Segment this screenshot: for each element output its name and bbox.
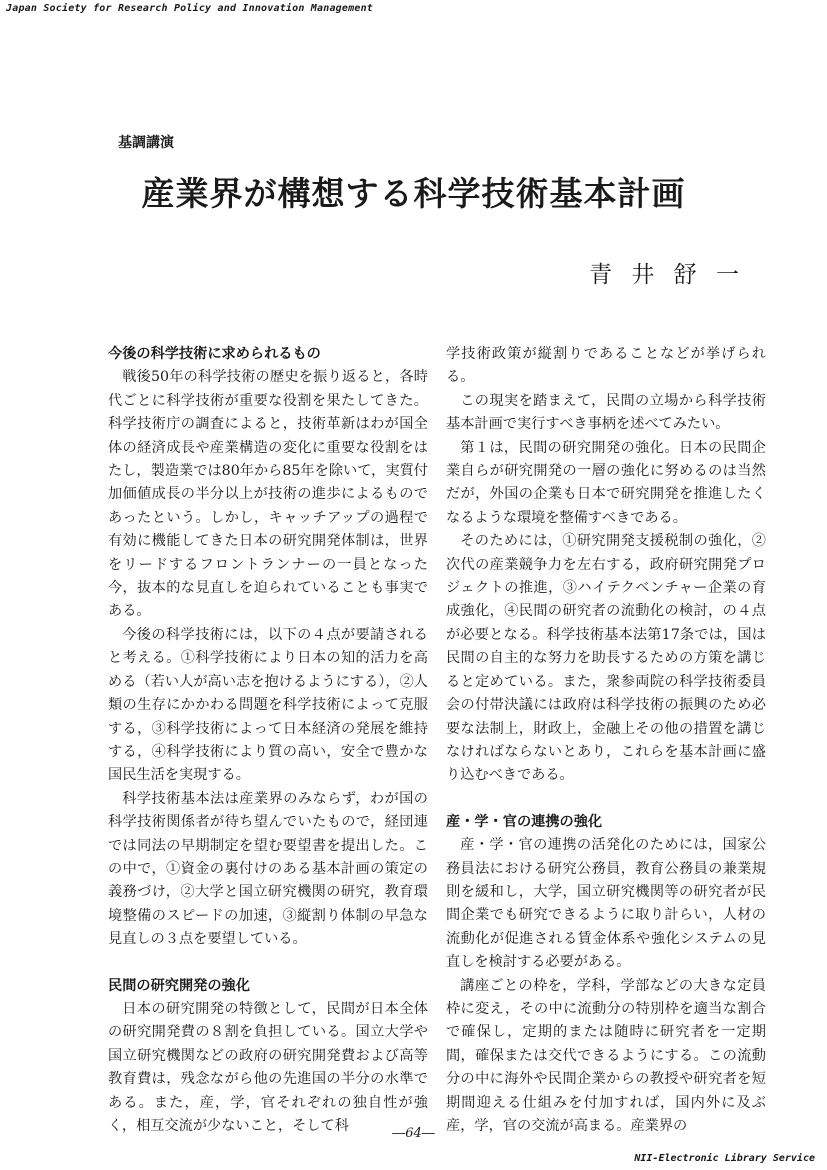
paragraph: 第１は，民間の研究開発の強化。日本の民間企業自らが研究開発の一層の強化に努めるのは当然だが，外国の企業も日本で研究開発を推進したくなるような環境を整備すべきである。 (446, 439, 766, 526)
paragraph: 戦後50年の科学技術の歴史を振り返ると，各時代ごとに科学技術が重要な役割を果たしてきた。科学技術庁の調査によると，技術革新はわが国全体の経済成長や産業構造の変化に重要な役割をはたし，製造業では80年から85年を除いて，実質付加価値成長の半分以上が技術の進歩によるものであったという。しかし，キャッチアップの過程で有効に機能してきた日本の研究開発体制は，世界をリードするフロントランナーの一員となった今，抜本的な見直しを迫られていることも事実である。 (108, 369, 428, 620)
section-heading: 民間の研究開発の強化 (108, 977, 250, 994)
paragraph: 日本の研究開発の特徴として，民間が日本全体の研究開発費の８割を負担している。国立大学や国立研究機関などの政府の研究開発費および高等教育費は，残念ながら他の先進国の半分の水準である。また，産，学，官それぞれの独自性が強く，相互交流が少ないこと，そして科 (108, 1000, 428, 1134)
paragraph: 科学技術基本法は産業界のみならず，わが国の科学技術関係者が待ち望んでいたもので，経団連では同法の早期制定を望む要望書を提出した。この中で，①資金の裏付けのある基本計画の策定の義務づけ，②大学と国立研究機関の研究，教育環境整備のスピードの加速，③縦割り体制の早急な見直しの３点を要望している。 (108, 790, 428, 948)
paragraph: そのためには，①研究開発支援税制の強化，②次代の産業競争力を左右する，政府研究開発プロジェクトの推進，③ハイテクベンチャー企業の育成強化，④民間の研究者の流動化の検討，の４点が必要となる。科学技術基本法第17条では，国は民間の自主的な努力を助長するための方策を講じると定めている。また，衆参両院の科学技術委員会の付帯決議には政府は科学技術の振興のため必要な法制上，財政上，金融上その他の措置を講じなければならないとあり，これらを基本計画に盛り込むべきである。 (446, 533, 766, 784)
paragraph: 今後の科学技術には，以下の４点が要請されると考える。①科学技術により日本の知的活力を高める（若い人が高い志を抱けるようにする），②人類の生存にかかわる問題を科学技術によって克服する，③科学技術によって日本経済の発展を維持する，④科学技術により質の高い，安全で豊かな国民生活を実現する。 (108, 626, 428, 784)
society-header: Japan Society for Research Policy and Innovation Management (6, 3, 374, 14)
section-heading: 産・学・官の連携の強化 (446, 813, 603, 830)
library-service-footer: NII-Electronic Library Service (634, 1153, 815, 1164)
section-gap (108, 952, 428, 975)
article-kicker: 基調講演 (118, 135, 174, 151)
paragraph: 学技術政策が縦割りであることなどが挙げられる。 (446, 346, 766, 386)
section-heading: 今後の科学技術に求められるもの (108, 346, 321, 362)
paragraph: 講座ごとの枠を，学科，学部などの大きな定員枠に変え，その中に流動分の特別枠を適当な割合で確保し，定期的または随時に研究者を一定期間，確保または交代できるようにする。この流動分の中に海外や民間企業からの教授や研究者を短期間迎える仕組みを付加すれば，国内外に及ぶ産，学，官の交流が高まる。産業界の (446, 977, 766, 1134)
article-author: 青 井 舒 一 (589, 262, 745, 288)
left-column (108, 343, 428, 1138)
section-gap (446, 788, 766, 811)
paragraph: 産・学・官の連携の活発化のためには，国家公務員法における研究公務員，教育公務員の兼業規則を緩和し，大学，国立研究機関等の研究者が民間企業でも研究できるように取り計らい，人材の流動化が促進される賃金体系や強化システムの見直しを検討する必要がある。 (446, 837, 766, 971)
article-title: 産業界が構想する科学技術基本計画 (141, 174, 686, 213)
right-column (446, 343, 766, 1138)
page-number: ―64― (392, 1126, 435, 1141)
paragraph: この現実を踏まえて，民間の立場から科学技術基本計画で実行すべき事柄を述べてみたい。 (446, 392, 766, 433)
